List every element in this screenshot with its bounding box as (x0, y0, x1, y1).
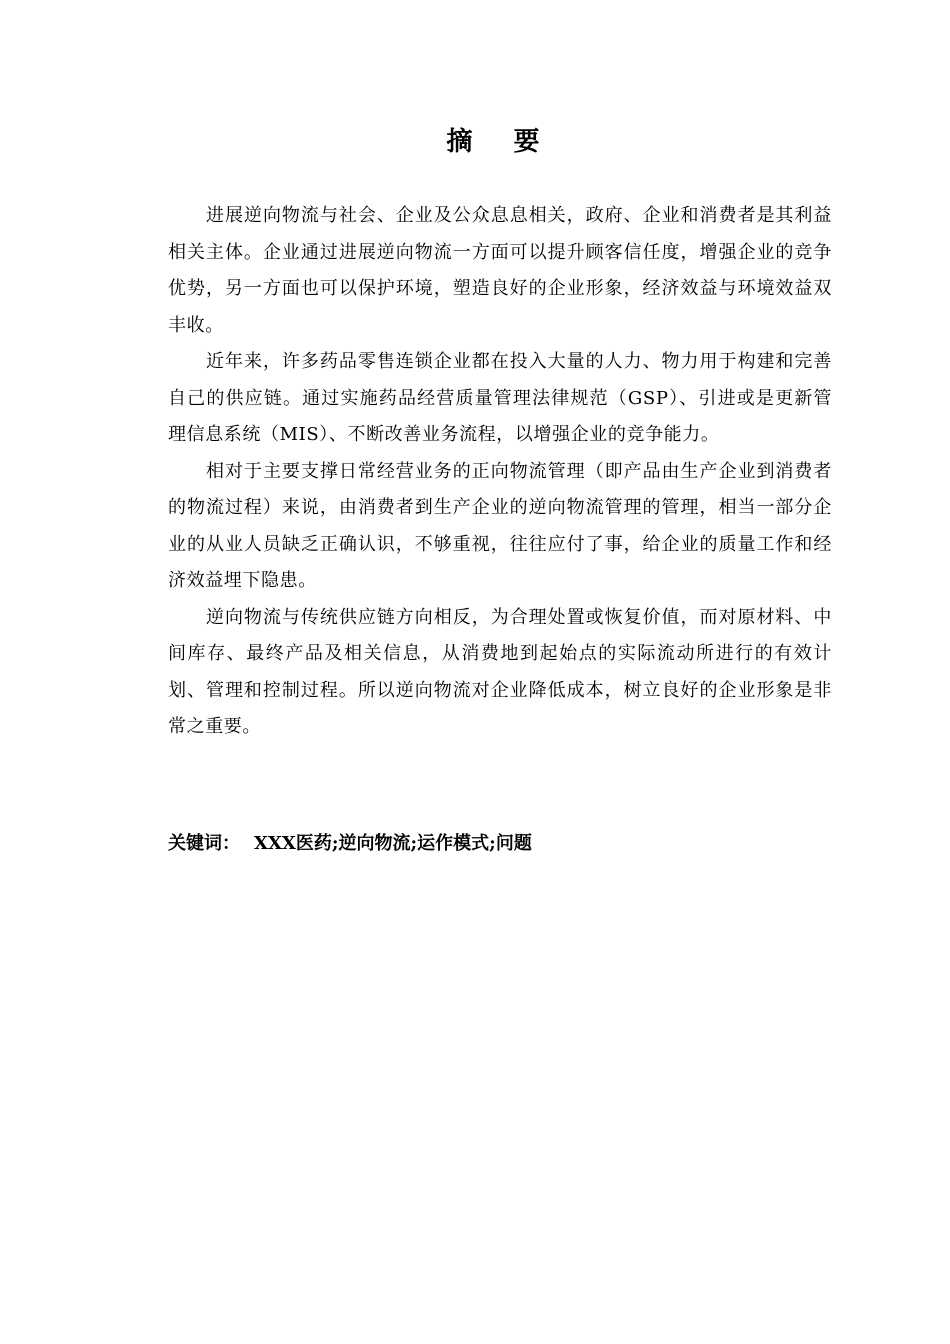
abstract-paragraph-2: 近年来，许多药品零售连锁企业都在投入大量的人力、物力用于构建和完善自己的供应链。通过实施药品经营质量管理法律规范（GSP）、引进或是更新管理信息系统（MIS）、不断改善业务流程，以增强企业的竞争能力。 (168, 351, 832, 445)
keywords-label: 关键词： (168, 833, 240, 854)
keywords-line (168, 828, 832, 860)
abstract-paragraph-3: 相对于主要支撑日常经营业务的正向物流管理（即产品由生产企业到消费者的物流过程）来说，由消费者到生产企业的逆向物流管理的管理，相当一部分企业的从业人员缺乏正确认识，不够重视，往往应付了事，给企业的质量工作和经济效益埋下隐患。 (168, 460, 832, 591)
keywords-value: XXX医药;逆向物流;运作模式;问题 (254, 833, 532, 854)
abstract-paragraph-1: 进展逆向物流与社会、企业及公众息息相关，政府、企业和消费者是其利益相关主体。企业通过进展逆向物流一方面可以提升顾客信任度，增强企业的竞争优势，另一方面也可以保护环境，塑造良好的企业形象，经济效益与环境效益双丰收。 (168, 205, 832, 336)
abstract-body (168, 198, 832, 746)
abstract-paragraph-4: 逆向物流与传统供应链方向相反，为合理处置或恢复价值，而对原材料、中间库存、最终产品及相关信息，从消费地到起始点的实际流动所进行的有效计划、管理和控制过程。所以逆向物流对企业降低成本，树立良好的企业形象是非常之重要。 (168, 606, 832, 737)
abstract-title: 摘 要 (446, 127, 556, 157)
